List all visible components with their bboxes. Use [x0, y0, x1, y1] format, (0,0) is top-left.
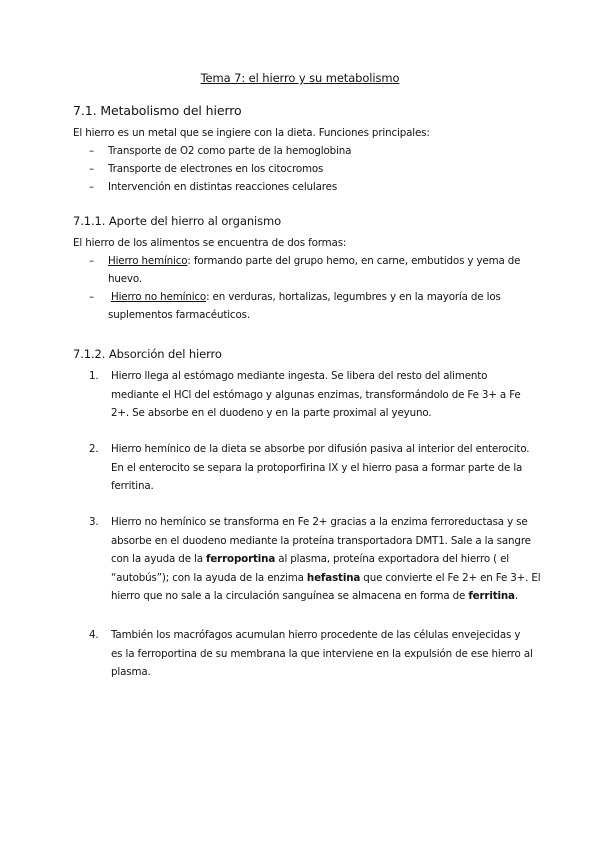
term-hierro-no-heminico: Hierro no hemínico — [111, 291, 207, 303]
dash-bullet: – — [89, 255, 94, 267]
list-item-text: : formando parte del grupo hemo, en carne, embutidos y yema de — [187, 255, 521, 267]
section-7-1-1-intro: El hierro de los alimentos se encuentra de dos formas: — [73, 237, 347, 249]
paragraph-line: es la ferroportina de su membrana la que interviene en la expulsión de ese hierro al — [111, 647, 533, 660]
paragraph-line: con la ayuda de la ferroportina al plasma, proteína exportadora del hierro ( el — [111, 553, 509, 565]
item-number: 4. — [89, 629, 99, 641]
term-hefastina: hefastina — [306, 571, 361, 584]
paragraph-line: absorbe en el duodeno mediante la proteína transportadora DMT1. Sale a la sangre — [111, 534, 531, 547]
paragraph-line: También los macrófagos acumulan hierro procedente de las células envejecidas y — [111, 629, 521, 641]
paragraph-line: hierro que no sale a la circulación sanguínea se almacena en forma de ferritina. — [111, 590, 518, 602]
paragraph-line: Hierro no hemínico se transforma en Fe 2+ gracias a la enzima ferroreductasa y se — [111, 516, 528, 528]
section-heading-7-1-1: 7.1.1. Aporte del hierro al organismo — [73, 214, 282, 228]
term-ferroportina: ferroportina — [206, 553, 276, 565]
list-item-text: Transporte de electrones en los citocromos — [108, 163, 324, 175]
section-heading-7-1-2: 7.1.2. Absorción del hierro — [73, 347, 222, 361]
paragraph-line: 2+. Se absorbe en el duodeno y en la parte proximal al yeyuno. — [111, 407, 432, 419]
paragraph-line: Hierro llega al estómago mediante ingesta. Se libera del resto del alimento — [111, 370, 488, 382]
list-item-text: huevo. — [108, 273, 142, 285]
paragraph-line: “autobús”); con la ayuda de la enzima hefastina que convierte el Fe 2+ en Fe 3+. El — [111, 571, 541, 584]
dash-bullet: – — [89, 291, 94, 303]
paragraph-line: plasma. — [111, 666, 151, 678]
item-number: 1. — [89, 370, 99, 382]
section-heading-7-1: 7.1. Metabolismo del hierro — [73, 103, 242, 118]
paragraph-line: Hierro hemínico de la dieta se absorbe por difusión pasiva al interior del enterocito. — [111, 443, 530, 455]
dash-bullet: – — [89, 163, 94, 175]
list-item-text: suplementos farmacéuticos. — [108, 309, 250, 321]
dash-bullet: – — [89, 181, 94, 193]
paragraph-line: ferritina. — [111, 480, 154, 492]
term-ferritina: ferritina — [468, 590, 515, 602]
list-item-text: Intervención en distintas reacciones celulares — [108, 181, 338, 193]
document-title: Tema 7: el hierro y su metabolismo — [200, 71, 400, 85]
section-7-1-intro: El hierro es un metal que se ingiere con la dieta. Funciones principales: — [73, 127, 430, 139]
paragraph-line: mediante el HCl del estómago y algunas enzimas, transformándolo de Fe 3+ a Fe — [111, 388, 521, 401]
dash-bullet: – — [89, 145, 94, 157]
item-number: 3. — [89, 516, 99, 528]
list-item-text: Transporte de O2 como parte de la hemoglobina — [108, 145, 352, 157]
list-item-text: : en verduras, hortalizas, legumbres y en la mayoría de los — [206, 291, 501, 303]
item-number: 2. — [89, 443, 99, 455]
paragraph-line: En el enterocito se separa la protoporfirina IX y el hierro pasa a formar parte de la — [111, 461, 523, 474]
term-hierro-heminico: Hierro hemínico — [108, 255, 188, 267]
